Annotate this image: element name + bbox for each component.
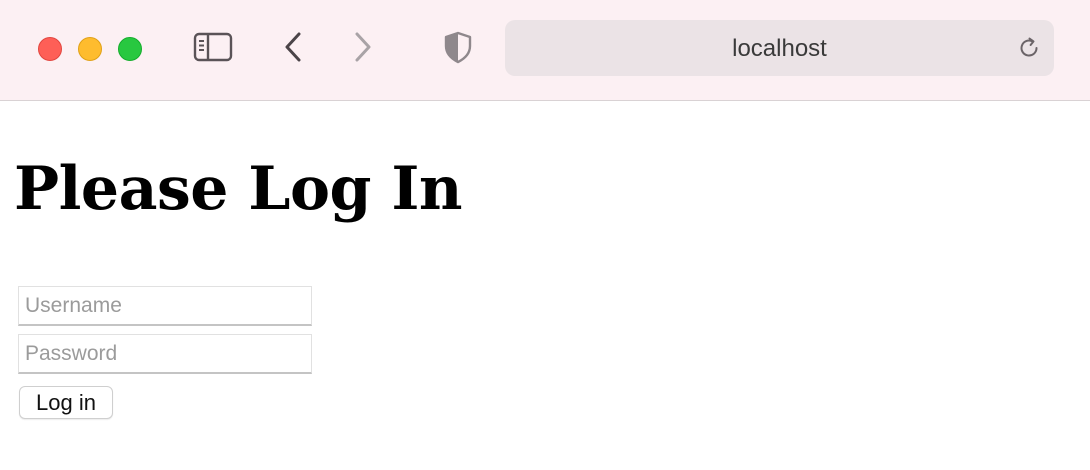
username-input[interactable]: [18, 286, 312, 326]
reload-button[interactable]: [1016, 35, 1042, 61]
sidebar-toggle-button[interactable]: [193, 31, 233, 63]
address-text[interactable]: localhost: [732, 35, 827, 62]
chevron-right-icon: [351, 30, 375, 64]
login-button[interactable]: Log in: [19, 386, 113, 419]
password-input[interactable]: [18, 334, 312, 374]
forward-button[interactable]: [348, 29, 378, 65]
shield-icon: [443, 30, 473, 64]
reload-icon: [1017, 36, 1041, 60]
sidebar-icon: [193, 32, 233, 62]
browser-toolbar: [0, 0, 1090, 101]
close-window-button[interactable]: [38, 37, 62, 61]
back-button[interactable]: [278, 29, 308, 65]
zoom-window-button[interactable]: [118, 37, 142, 61]
page-title: Please Log In: [14, 154, 463, 224]
address-bar[interactable]: [505, 20, 1054, 76]
chevron-left-icon: [281, 30, 305, 64]
minimize-window-button[interactable]: [78, 37, 102, 61]
privacy-report-button[interactable]: [442, 29, 474, 65]
